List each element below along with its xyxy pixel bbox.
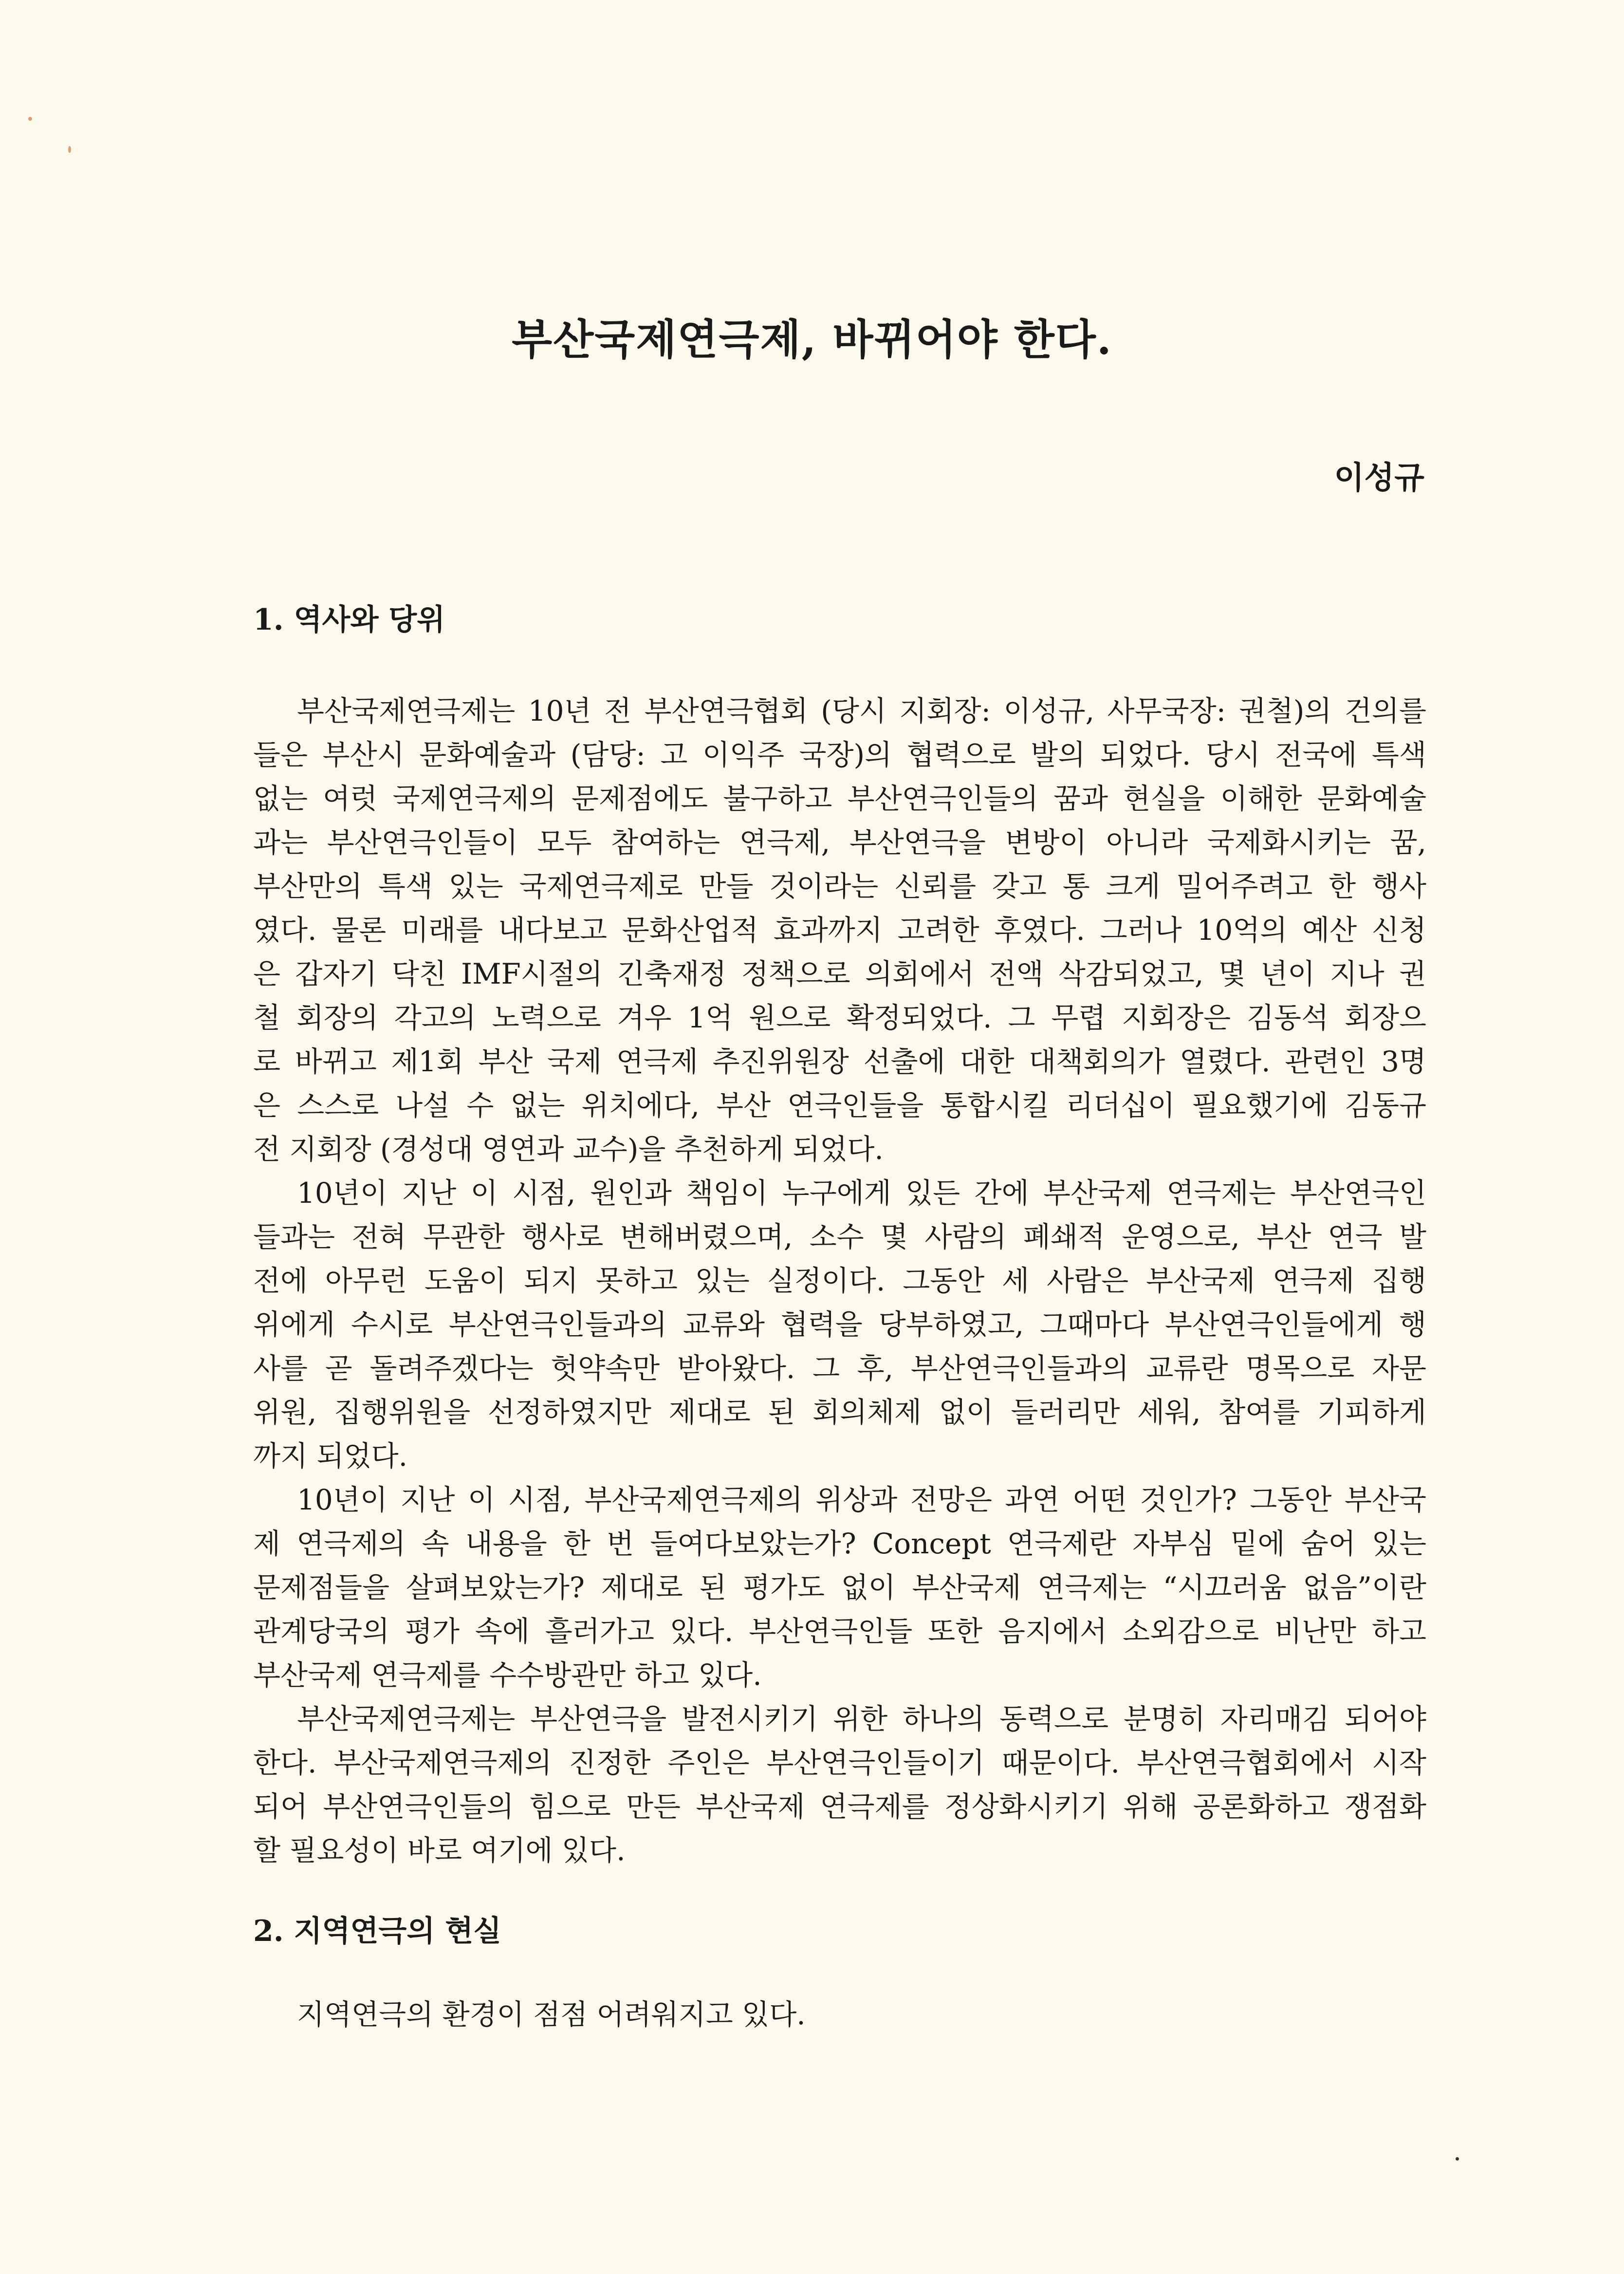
paragraph-line: 들은 부산시 문화예술과 (담당: 고 이익주 국장)의 협력으로 발의 되었다. 당시 전국에 특색 [253, 738, 1426, 771]
paragraph-line: 한다. 부산국제연극제의 진정한 주인은 부산연극인들이기 때문이다. 부산연극협회에서 시작 [253, 1746, 1426, 1779]
paragraph-line: 부산국제 연극제를 수수방관만 하고 있다. [253, 1659, 762, 1692]
paper-speck [28, 117, 32, 121]
paper-speck [1456, 2157, 1459, 2161]
paper-speck [68, 146, 71, 153]
paragraph-line: 은 갑자기 닥친 IMF시절의 긴축재정 정책으로 의회에서 전액 삭감되었고, 몇 년이 지나 권 [253, 957, 1426, 990]
section-2-body [253, 1993, 1426, 2036]
section-1-body [253, 689, 1426, 1872]
paragraph-line: 로 바뀌고 제1회 부산 국제 연극제 추진위원장 선출에 대한 대책회의가 열렸다. 관련인 3명 [253, 1045, 1426, 1078]
paragraph-line: 10년이 지난 이 시점, 원인과 책임이 누구에게 있든 간에 부산국제 연극제는 부산연극인 [297, 1176, 1426, 1210]
paragraph-line: 은 스스로 나설 수 없는 위치에다, 부산 연극인들을 통합시킬 리더십이 필요했기에 김동규 [253, 1089, 1426, 1122]
section-heading-2: 2. 지역연극의 현실 [253, 1914, 502, 1948]
paragraph-line: 까지 되었다. [253, 1439, 408, 1473]
paragraph-line: 위에게 수시로 부산연극인들과의 교류와 협력을 당부하였고, 그때마다 부산연극인들에게 행 [253, 1308, 1426, 1341]
paragraph-line: 철 회장의 각고의 노력으로 겨우 1억 원으로 확정되었다. 그 무렵 지회장은 김동석 회장으 [253, 1001, 1426, 1034]
paragraph-line: 전 지회장 (경성대 영연과 교수)을 추천하게 되었다. [253, 1133, 884, 1166]
paragraph-line: 사를 곧 돌려주겠다는 헛약속만 받아왔다. 그 후, 부산연극인들과의 교류란 명목으로 자문 [253, 1352, 1426, 1385]
section-heading-1: 1. 역사와 당위 [253, 603, 445, 637]
paragraph-line: 관계당국의 평가 속에 흘러가고 있다. 부산연극인들 또한 음지에서 소외감으로 비난만 하고 [253, 1615, 1426, 1648]
paragraph-line: 위원, 집행위원을 선정하였지만 제대로 된 회의체제 없이 들러리만 세워, 참여를 기피하게 [253, 1396, 1426, 1429]
paragraph-line: 들과는 전혀 무관한 행사로 변해버렸으며, 소수 몇 사람의 폐쇄적 운영으로, 부산 연극 발 [253, 1220, 1426, 1253]
document-title: 부산국제연극제, 바뀌어야 한다. [512, 315, 1112, 364]
paragraph-line: 전에 아무런 도움이 되지 못하고 있는 실정이다. 그동안 세 사람은 부산국제 연극제 집행 [253, 1264, 1426, 1297]
paragraph-line: 할 필요성이 바로 여기에 있다. [253, 1834, 626, 1867]
paragraph-line: 되어 부산연극인들의 힘으로 만든 부산국제 연극제를 정상화시키기 위해 공론화하고 쟁점화 [253, 1790, 1426, 1823]
paragraph-line: 제 연극제의 속 내용을 한 번 들여다보았는가? Concept 연극제란 자부심 밑에 숨어 있는 [253, 1527, 1426, 1560]
paragraph-line: 없는 여럿 국제연극제의 문제점에도 불구하고 부산연극인들의 꿈과 현실을 이해한 문화예술 [253, 782, 1426, 815]
paragraph-line: 부산만의 특색 있는 국제연극제로 만들 것이라는 신뢰를 갖고 통 크게 밀어주려고 한 행사 [253, 870, 1426, 903]
author-name: 이성규 [1334, 460, 1424, 496]
paragraph-line: 지역연극의 환경이 점점 어려워지고 있다. [297, 1998, 806, 2031]
paragraph-line: 였다. 물론 미래를 내다보고 문화산업적 효과까지 고려한 후였다. 그러나 10억의 예산 신청 [253, 913, 1426, 947]
paragraph-line: 부산국제연극제는 부산연극을 발전시키기 위한 하나의 동력으로 분명히 자리매김 되어야 [297, 1702, 1426, 1735]
paragraph-line: 부산국제연극제는 10년 전 부산연극협회 (당시 지회장: 이성규, 사무국장: 권철)의 건의를 [297, 694, 1426, 727]
paragraph-line: 문제점들을 살펴보았는가? 제대로 된 평가도 없이 부산국제 연극제는 “시끄러움 없음”이란 [253, 1571, 1426, 1604]
paragraph-line: 과는 부산연극인들이 모두 참여하는 연극제, 부산연극을 변방이 아니라 국제화시키는 꿈, [253, 826, 1426, 859]
paragraph-line: 10년이 지난 이 시점, 부산국제연극제의 위상과 전망은 과연 어떤 것인가? 그동안 부산국 [297, 1483, 1426, 1516]
